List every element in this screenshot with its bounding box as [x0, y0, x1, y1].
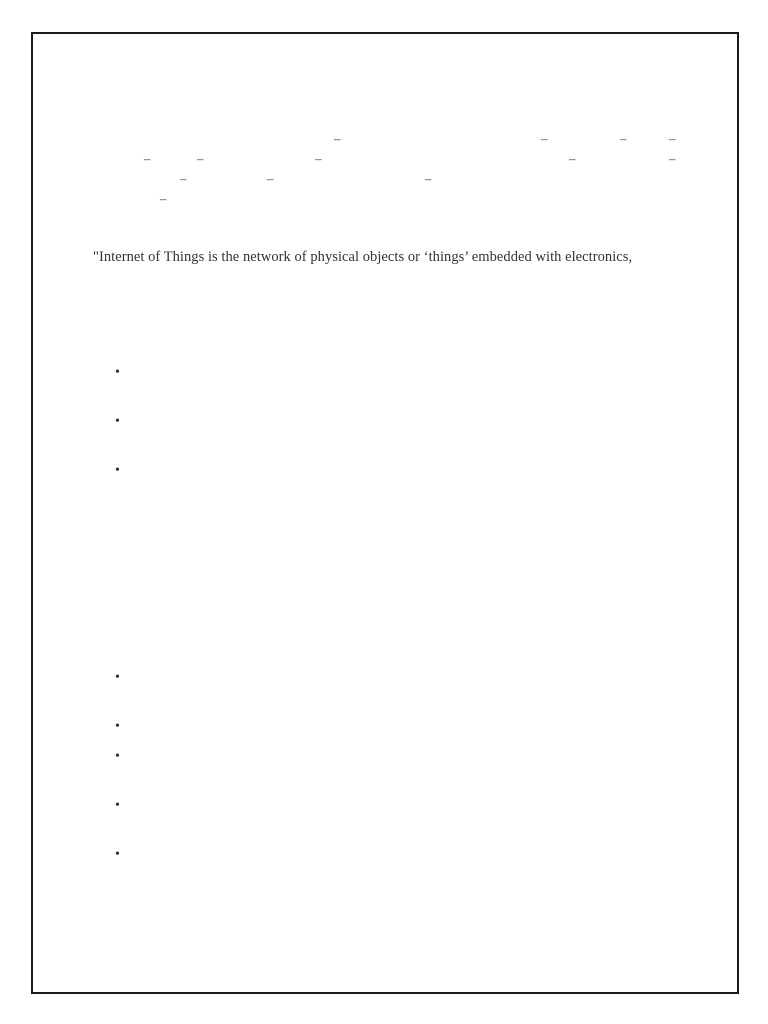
- bullet-point: •: [115, 365, 120, 380]
- document-page: [31, 32, 739, 994]
- bullet-point: •: [115, 670, 120, 685]
- bullet-point: •: [115, 798, 120, 813]
- bullet-point: •: [115, 719, 120, 734]
- dash-mark: –: [267, 171, 274, 186]
- dash-mark: –: [541, 131, 548, 146]
- dash-mark: –: [669, 151, 676, 166]
- dash-mark: –: [425, 171, 432, 186]
- dash-mark: –: [144, 151, 151, 166]
- dash-mark: –: [315, 151, 322, 166]
- dash-mark: –: [334, 131, 341, 146]
- dash-mark: –: [197, 151, 204, 166]
- dash-mark: –: [669, 131, 676, 146]
- quote-text: "Internet of Things is the network of physical objects or ‘things’ embedded with electronics,: [93, 249, 633, 265]
- bullet-point: •: [115, 847, 120, 862]
- bullet-point: •: [115, 414, 120, 429]
- dash-mark: –: [160, 191, 167, 206]
- bullet-point: •: [115, 749, 120, 764]
- dash-mark: –: [569, 151, 576, 166]
- dash-mark: –: [620, 131, 627, 146]
- bullet-point: •: [115, 463, 120, 478]
- dash-mark: –: [180, 171, 187, 186]
